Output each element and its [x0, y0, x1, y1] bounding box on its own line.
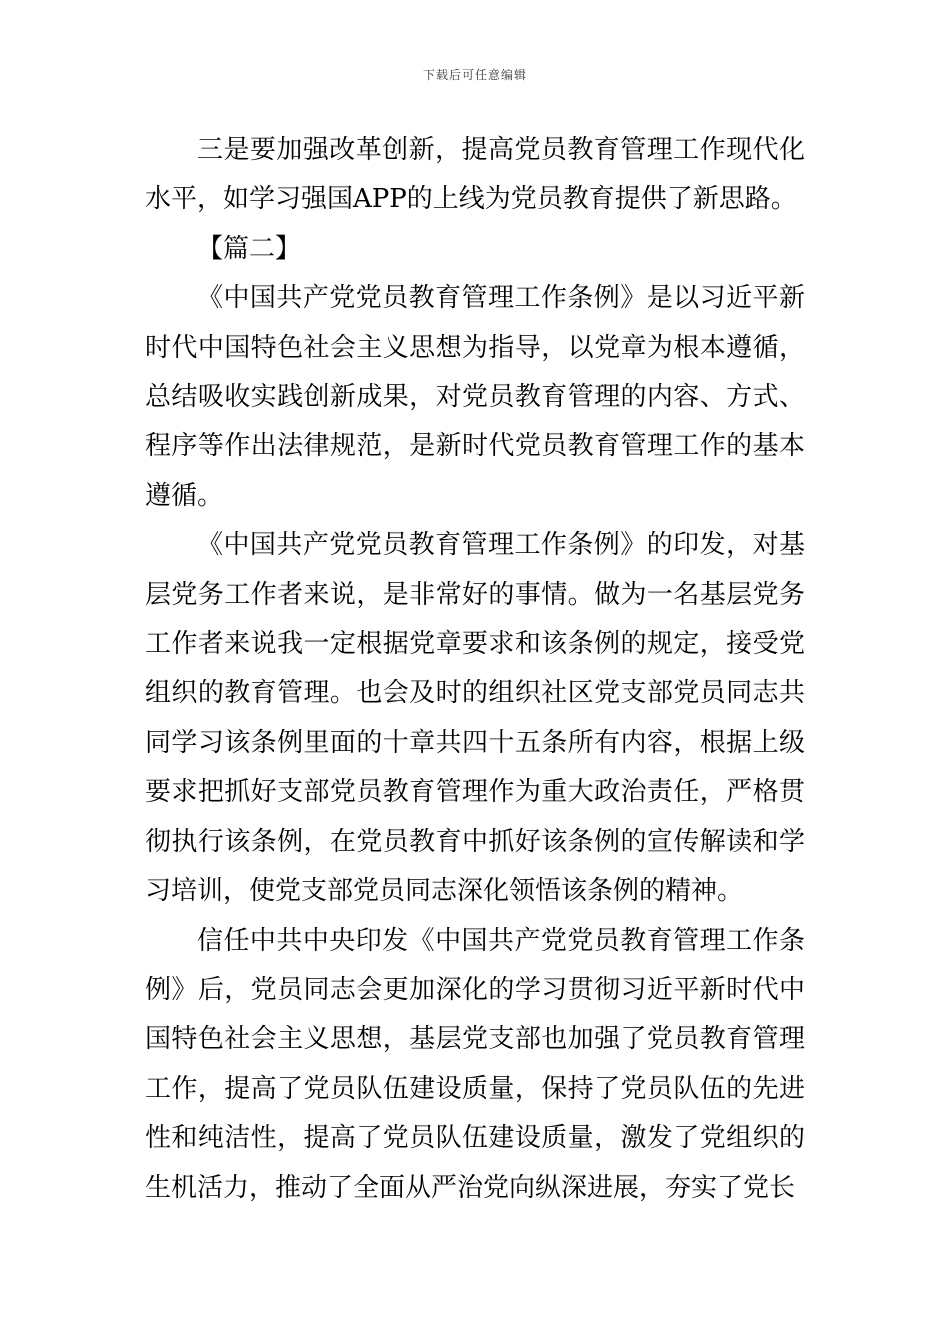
section-heading-part-two: 【篇二】	[197, 233, 302, 264]
paragraph-party-members-study: 信任中共中央印发《中国共产党党员教育管理工作条例》后，党员同志会更加深化的学习贯彻习近平新时代中国特色社会主义思想，基层党支部也加强了党员教育管理工作，提高了党员队伍建设质量，保持了党员队伍的先进性和纯洁性，提高了党员队伍建设质量，激发了党组织的生机活力，推动了全面从严治党向纵深进展，夯实了党长	[145, 925, 805, 1203]
header-note: 下载后可任意编辑	[422, 68, 527, 82]
body-text	[145, 126, 805, 1213]
paragraph-grassroots-work: 《中国共产党党员教育管理工作条例》的印发，对基层党务工作者来说，是非常好的事情。做为一名基层党务工作者来说我一定根据党章要求和该条例的规定，接受党组织的教育管理。也会及时的组织社区党支部党员同志共同学习该条例里面的十章共四十五条所有内容，根据上级要求把抓好支部党员教育管理作为重大政治责任，严格贯彻执行该条例，在党员教育中抓好该条例的宣传解读和学习培训，使党支部党员同志深化领悟该条例的精神。	[145, 530, 805, 907]
paragraph-reform-innovation: 三是要加强改革创新，提高党员教育管理工作现代化水平，如学习强国APP的上线为党员教育提供了新思路。	[145, 135, 805, 215]
paragraph-regulation-overview: 《中国共产党党员教育管理工作条例》是以习近平新时代中国特色社会主义思想为指导，以党章为根本遵循，总结吸收实践创新成果，对党员教育管理的内容、方式、程序等作出法律规范，是新时代党员教育管理工作的基本遵循。	[145, 283, 805, 511]
